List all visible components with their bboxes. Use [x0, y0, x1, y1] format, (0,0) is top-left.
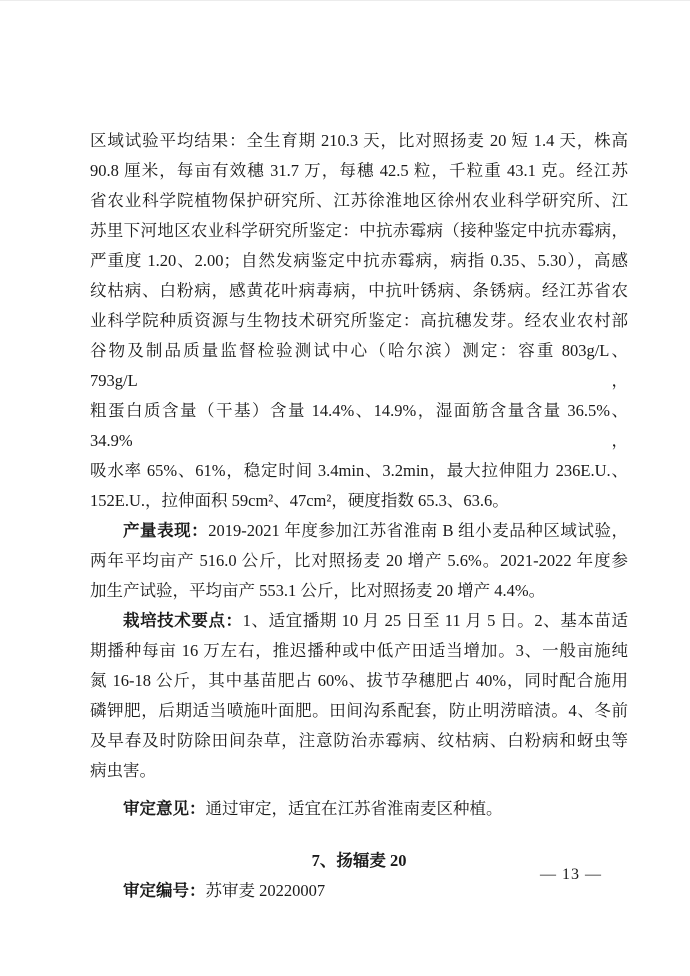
text-line: 粗蛋白质含量（干基）含量 14.4%、14.9%，湿面筋含量含量 36.5%、34.9%， [90, 401, 628, 450]
text-line: 期播种每亩 16 万左右，推迟播种或中低产田适当增加。3、一般亩施纯 [90, 641, 628, 660]
page-number: — 13 — [540, 866, 602, 883]
paragraph-cultivation-points [90, 606, 628, 786]
text-line: 省农业科学院植物保护研究所、江苏徐淮地区徐州农业科学研究所、江 [90, 191, 628, 210]
text-line: 严重度 1.20、2.00；自然发病鉴定中抗赤霉病，病指 0.35、5.30），高感 [90, 251, 628, 270]
text-line: 栽培技术要点：1、适宜播期 10 月 25 日至 11 月 5 日。2、基本苗适 [123, 611, 629, 630]
text-line: 及早春及时防除田间杂草，注意防治赤霉病、纹枯病、白粉病和蚜虫等 [90, 731, 628, 750]
text-line: 两年平均亩产 516.0 公斤，比对照扬麦 20 增产 5.6%。2021-2022 年度参 [90, 551, 628, 570]
text-block [90, 126, 628, 906]
section-label: 产量表现： [123, 522, 209, 540]
text-line: 氮 16-18 公斤，其中基苗肥占 60%、拔节孕穗肥占 40%，同时配合施用 [90, 671, 628, 690]
section-label: 审定意见： [123, 800, 206, 818]
text-line: 7、扬辐麦 20 [311, 851, 407, 870]
text-line: 病虫害。 [90, 761, 156, 780]
text-line: 90.8 厘米，每亩有效穗 31.7 万，每穗 42.5 粒，千粒重 43.1 克。经江苏 [90, 161, 628, 180]
paragraph-yield-performance [90, 516, 628, 606]
text-line: 磷钾肥，后期适当喷施叶面肥。田间沟系配套，防止明涝暗渍。4、冬前 [90, 701, 628, 720]
section-label: 审定编号： [123, 882, 206, 900]
text-line: 审定意见：通过审定，适宜在江苏省淮南麦区种植。 [123, 799, 503, 818]
text-line: 吸水率 65%、61%，稳定时间 3.4min、3.2min，最大拉伸阻力 236E.U.、 [90, 461, 628, 480]
section-label: 栽培技术要点： [123, 612, 243, 630]
text-line: 谷物及制品质量监督检验测试中心（哈尔滨）测定：容重 803g/L、793g/L， [90, 341, 628, 390]
text-line: 区域试验平均结果：全生育期 210.3 天，比对照扬麦 20 短 1.4 天，株高 [90, 131, 628, 150]
paragraph-regional-trial-results [90, 126, 628, 516]
text-line: 产量表现：2019-2021 年度参加江苏省淮南 B 组小麦品种区域试验， [123, 521, 629, 540]
text-line: 纹枯病、白粉病，感黄花叶病毒病，中抗叶锈病、条锈病。经江苏省农 [90, 281, 628, 300]
paragraph-approval-opinion [90, 794, 628, 824]
text-line: 审定编号：苏审麦 20220007 [123, 881, 326, 900]
text-line: 152E.U.，拉伸面积 59cm²、47cm²，硬度指数 65.3、63.6。 [90, 491, 509, 510]
text-line: 业科学院种质资源与生物技术研究所鉴定：高抗穗发芽。经农业农村部 [90, 311, 628, 330]
text-line: 加生产试验，平均亩产 553.1 公斤，比对照扬麦 20 增产 4.4%。 [90, 581, 546, 600]
text-line: 苏里下河地区农业科学研究所鉴定：中抗赤霉病（接种鉴定中抗赤霉病， [90, 221, 628, 240]
